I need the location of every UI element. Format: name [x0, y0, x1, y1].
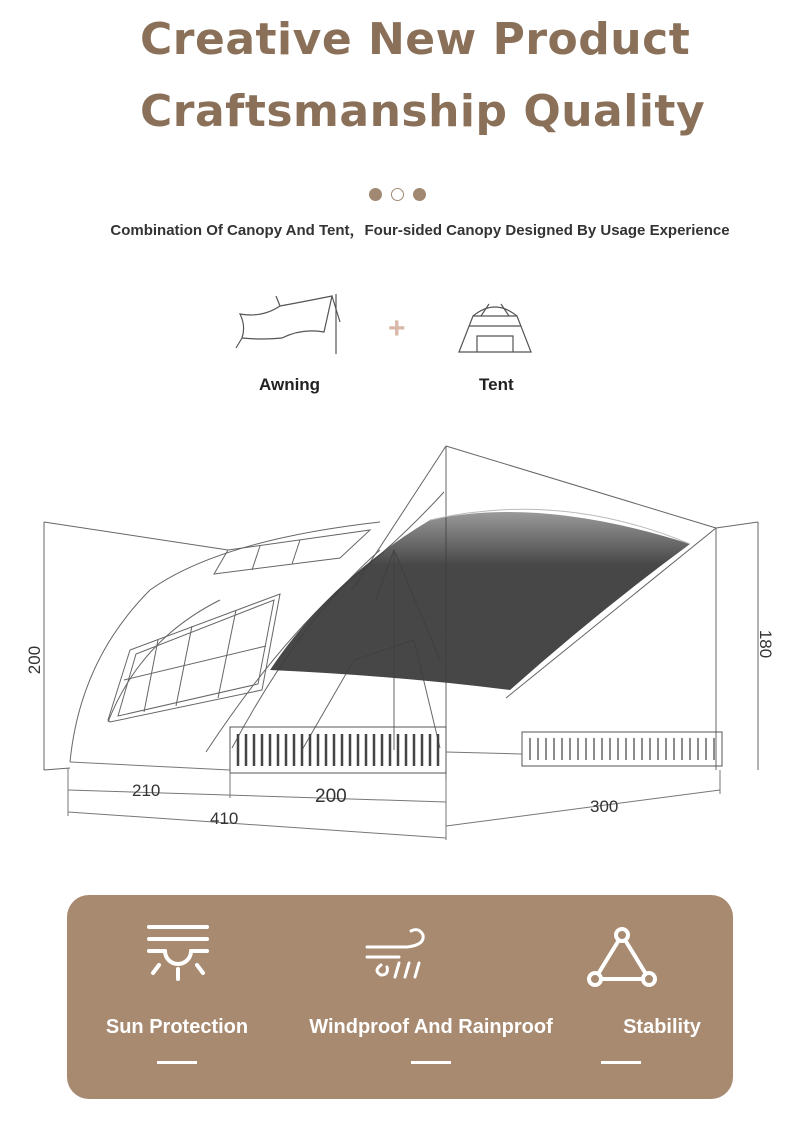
feature-underline [411, 1061, 451, 1064]
feature-underline [157, 1061, 197, 1064]
feature-label: Sun Protection [105, 1016, 249, 1038]
tent-dimension-diagram [0, 440, 800, 850]
feature-windproof [295, 1016, 567, 1064]
dim-height-right: 180 [756, 629, 775, 659]
feature-sun-protection [99, 1016, 255, 1064]
plus-sign: + [388, 312, 406, 345]
subtitle: Combination Of Canopy And Tent，Four-sided Canopy Designed By Usage Experience [110, 222, 730, 239]
carousel-dot-1[interactable] [369, 188, 382, 201]
dim-width-a: 210 [132, 781, 161, 800]
carousel-dot-2[interactable] [391, 188, 404, 201]
dim-width-b: 200 [315, 786, 347, 807]
awning-label: Awning [259, 375, 321, 394]
dim-depth: 300 [590, 797, 619, 816]
features-panel [67, 895, 733, 1099]
awning-icon [232, 292, 342, 358]
tent-label: Tent [479, 375, 514, 394]
dim-height-left: 200 [25, 645, 44, 675]
wind-rain-icon [363, 925, 433, 985]
title-line-2: Craftsmanship Quality [140, 86, 706, 137]
feature-stability [597, 1016, 727, 1064]
sun-icon [145, 923, 211, 985]
triangle-stability-icon [585, 925, 659, 989]
feature-label: Stability [623, 1016, 701, 1038]
carousel-dots [369, 188, 426, 201]
feature-underline [601, 1061, 641, 1064]
carousel-dot-3[interactable] [413, 188, 426, 201]
title-line-1: Creative New Product [140, 14, 691, 65]
tent-icon [455, 296, 535, 356]
dim-total-width: 410 [210, 809, 239, 828]
feature-label: Windproof And Rainproof [309, 1016, 553, 1038]
